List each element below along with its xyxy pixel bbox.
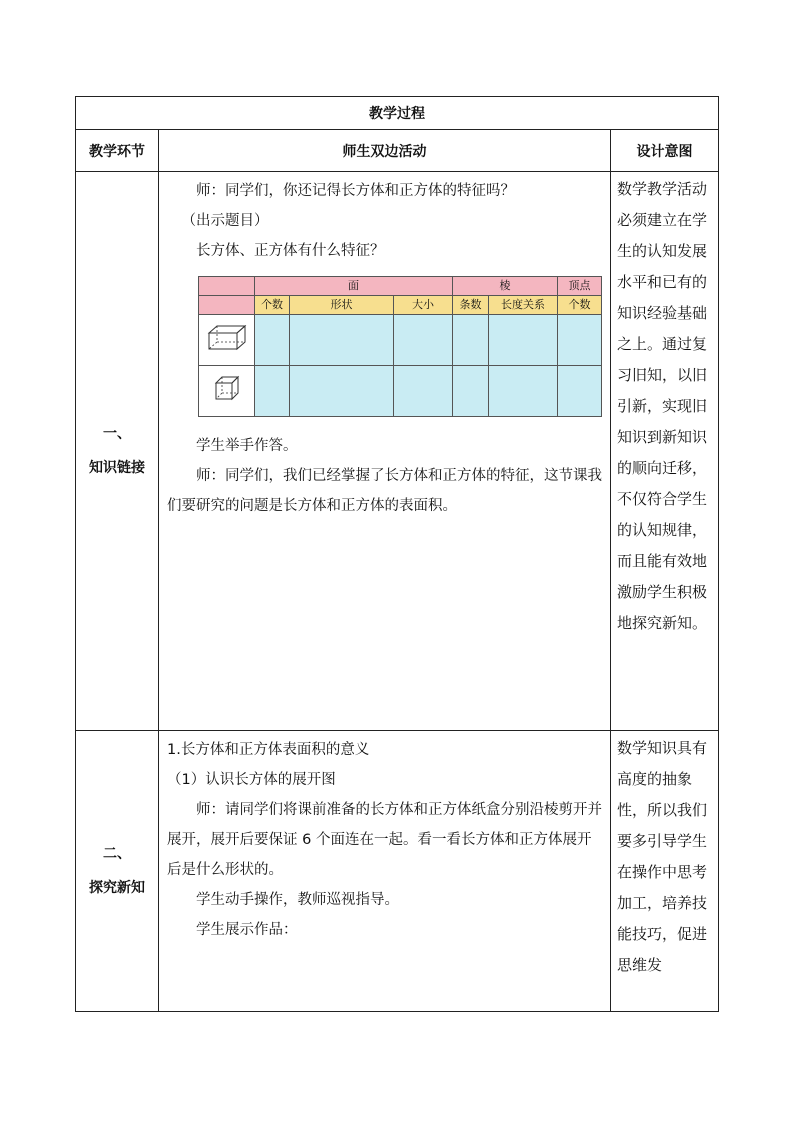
activity-cell-2 — [159, 731, 611, 1012]
stage-cell-2 — [76, 731, 159, 1012]
cube-icon — [199, 366, 255, 417]
stage-name: 探究新知 — [89, 880, 145, 896]
activity-text: 1.长方体和正方体表面积的意义 — [167, 742, 370, 758]
activity-text: 学生举手作答。 — [196, 438, 298, 454]
activity-text: 长方体、正方体有什么特征？ — [196, 243, 385, 259]
feature-cell — [394, 315, 453, 366]
feature-group-edge: 棱 — [453, 277, 558, 296]
feature-group-face: 面 — [255, 277, 453, 296]
activity-text: 师：同学们，你还记得长方体和正方体的特征吗？ — [196, 183, 515, 199]
feature-cell — [558, 366, 602, 417]
activity-text: 师：请同学们将课前准备的长方体和正方体纸盒分别沿棱剪开并展开，展开后要保证 6 个面连在一起。看一看长方体和正方体展开后是什么形状的。 — [167, 802, 602, 878]
intent-cell-1: 数学教学活动必须建立在学生的认知发展水平和已有的知识经验基础之上。通过复习旧知，以旧引新，实现旧知识到新知识的顺向迁移，不仅符合学生的认知规律，而且能有效地激励学生积极地探究新知。 — [611, 172, 719, 731]
activity-text: 师：同学们，我们已经掌握了长方体和正方体的特征，这节课我们要研究的问题是长方体和正方体的表面积。 — [167, 468, 602, 514]
header-intent: 设计意图 — [611, 130, 719, 172]
feature-cell — [255, 366, 290, 417]
feature-subheader: 大小 — [394, 296, 453, 315]
feature-cell — [394, 366, 453, 417]
header-stage: 教学环节 — [76, 130, 159, 172]
feature-cell — [453, 315, 489, 366]
feature-cell — [489, 366, 558, 417]
feature-corner — [199, 277, 255, 296]
stage-cell-1 — [76, 172, 159, 731]
stage-number: 二、 — [103, 846, 131, 862]
feature-subheader: 形状 — [290, 296, 394, 315]
stage-number: 一、 — [103, 426, 131, 442]
feature-subheader: 个数 — [558, 296, 602, 315]
feature-subheader: 条数 — [453, 296, 489, 315]
teaching-process-table — [75, 96, 719, 1012]
intent-cell-2: 数学知识具有高度的抽象性，所以我们要多引导学生在操作中思考加工，培养技能技巧，促进思维发 — [611, 731, 719, 1012]
stage-name: 知识链接 — [89, 460, 145, 476]
feature-subheader: 长度关系 — [489, 296, 558, 315]
activity-cell-1 — [159, 172, 611, 731]
feature-cell — [558, 315, 602, 366]
cuboid-icon — [199, 315, 255, 366]
feature-cell — [290, 366, 394, 417]
activity-text: 学生动手操作，教师巡视指导。 — [196, 892, 399, 908]
activity-text: （1）认识长方体的展开图 — [167, 772, 336, 788]
feature-subheader: 个数 — [255, 296, 290, 315]
activity-text: 学生展示作品： — [196, 922, 298, 938]
feature-table — [198, 276, 602, 417]
feature-cell — [255, 315, 290, 366]
table-title: 教学过程 — [76, 97, 719, 130]
feature-cell — [453, 366, 489, 417]
header-activity: 师生双边活动 — [159, 130, 611, 172]
feature-cell — [489, 315, 558, 366]
feature-corner — [199, 296, 255, 315]
feature-cell — [290, 315, 394, 366]
feature-group-vertex: 顶点 — [558, 277, 602, 296]
activity-text: （出示题目） — [181, 213, 269, 229]
